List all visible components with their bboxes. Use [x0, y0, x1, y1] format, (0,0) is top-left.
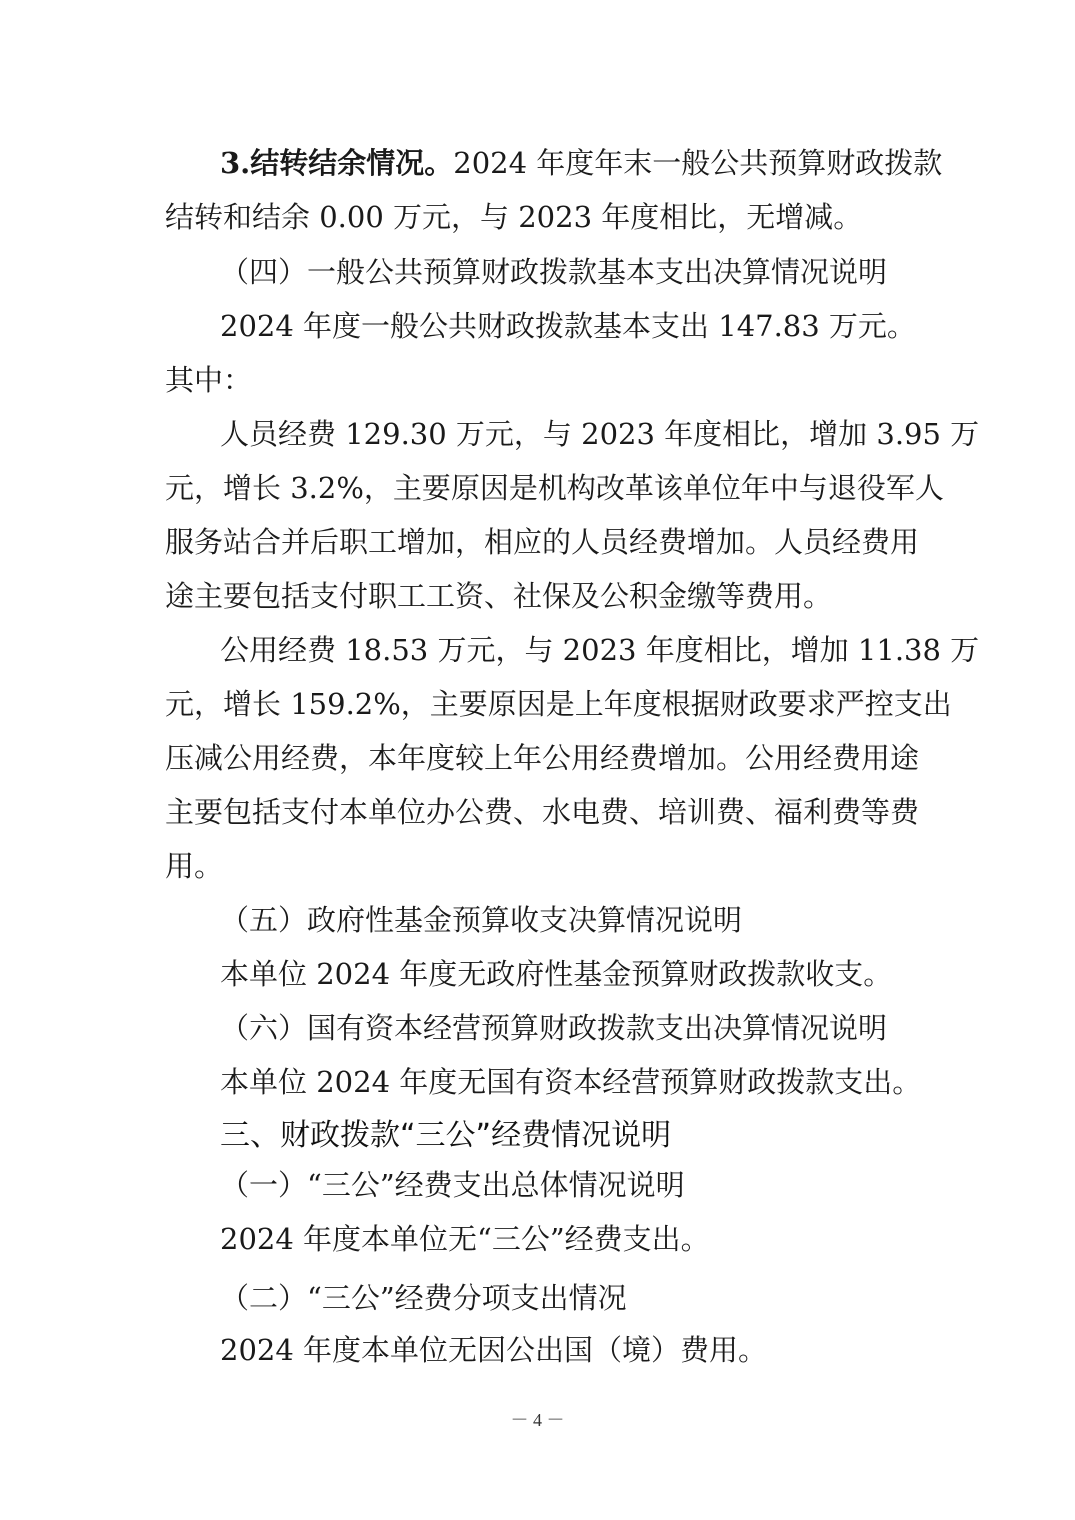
paragraph-line: 元，增长 159.2%，主要原因是上年度根据财政要求严控支出 [165, 687, 952, 721]
paragraph-line: 2024 年度一般公共财政拨款基本支出 147.83 万元。 [220, 309, 916, 343]
section-label: 3.结转结余情况。 [220, 146, 454, 180]
paragraph-line: 结转和结余 0.00 万元，与 2023 年度相比，无增减。 [165, 200, 863, 234]
paragraph-line: 2024 年度本单位无因公出国（境）费用。 [220, 1333, 768, 1367]
paragraph-line: 本单位 2024 年度无国有资本经营预算财政拨款支出。 [220, 1065, 922, 1099]
paragraph-line: 本单位 2024 年度无政府性基金预算财政拨款收支。 [220, 957, 893, 991]
paragraph-line: 途主要包括支付职工工资、社保及公积金缴等费用。 [165, 579, 833, 613]
paragraph-line: 用。 [165, 849, 224, 883]
section-heading: （一）“三公”经费支出总体情况说明 [220, 1168, 685, 1202]
paragraph-line: 人员经费 129.30 万元，与 2023 年度相比，增加 3.95 万 [220, 417, 980, 451]
paragraph-line: 2024 年度本单位无“三公”经费支出。 [220, 1222, 710, 1256]
page-number: － 4 － [510, 1410, 565, 1430]
paragraph-line: 其中： [165, 363, 253, 397]
paragraph-line: 3.结转结余情况。2024 年度年末一般公共预算财政拨款 [220, 146, 943, 180]
paragraph-line: 压减公用经费，本年度较上年公用经费增加。公用经费用途 [165, 741, 920, 775]
section-heading: （二）“三公”经费分项支出情况 [220, 1281, 627, 1315]
paragraph-line: 公用经费 18.53 万元，与 2023 年度相比，增加 11.38 万 [220, 633, 980, 667]
section-heading: （四）一般公共预算财政拨款基本支出决算情况说明 [220, 255, 888, 289]
section-heading: （六）国有资本经营预算财政拨款支出决算情况说明 [220, 1011, 888, 1045]
paragraph-line: 元，增长 3.2%，主要原因是机构改革该单位年中与退役军人 [165, 471, 944, 505]
paragraph-line: 主要包括支付本单位办公费、水电费、培训费、福利费等费 [165, 795, 920, 829]
section-heading: （五）政府性基金预算收支决算情况说明 [220, 903, 743, 937]
paragraph-line: 服务站合并后职工增加，相应的人员经费增加。人员经费用 [165, 525, 920, 559]
chapter-heading: 三、财政拨款“三公”经费情况说明 [220, 1118, 672, 1153]
